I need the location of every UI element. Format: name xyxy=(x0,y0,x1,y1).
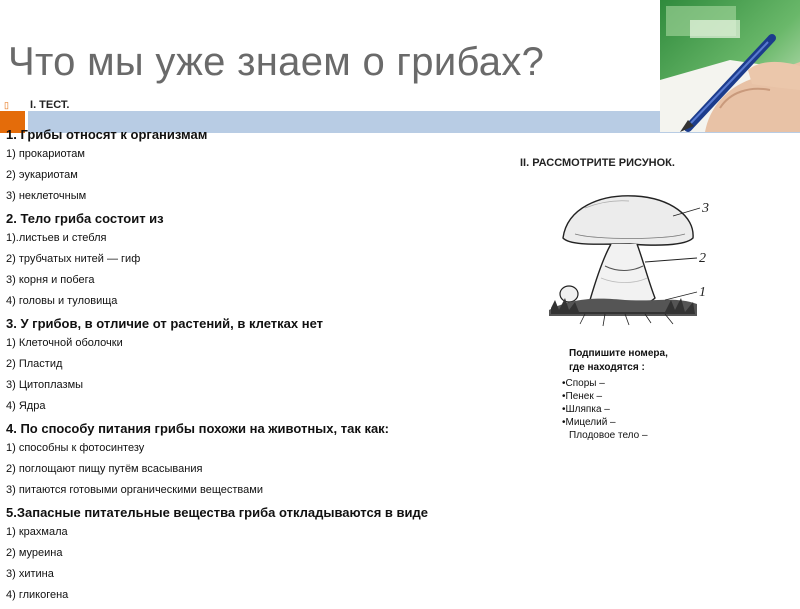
answer-list xyxy=(562,377,668,442)
part2-title: II. РАССМОТРИТЕ РИСУНОК. xyxy=(520,157,675,169)
list-item: Плодовое тело – xyxy=(569,430,648,441)
list-item: • Споры – xyxy=(562,377,668,390)
slide-title: Что мы уже знаем о грибах? xyxy=(8,40,545,84)
question-4-option: 1) способны к фотосинтезу xyxy=(6,442,145,454)
question-3: 3. У грибов, в отличие от растений, в клетках нет xyxy=(6,316,324,331)
question-3-option: 2) Пластид xyxy=(6,358,63,370)
question-4-option: 3) питаются готовыми органическими веществами xyxy=(6,484,263,496)
instruction-line-2: где находятся : xyxy=(569,362,645,373)
figure-label-2: 2 xyxy=(699,251,706,266)
question-1-option: 2) эукариотам xyxy=(6,169,78,181)
question-4: 4. По способу питания грибы похожи на животных, так как: xyxy=(6,421,390,436)
instruction-line-1: Подпишите номера, xyxy=(569,348,668,359)
question-2-option: 1).листьев и стебля xyxy=(6,232,107,244)
question-5-option: 3) хитина xyxy=(6,568,54,580)
list-item: • Шляпка – xyxy=(562,403,668,416)
question-1-option: 1) прокариотам xyxy=(6,148,85,160)
question-1: 1. Грибы относят к организмам xyxy=(6,127,208,142)
writing-hand-image xyxy=(660,0,800,132)
figure-label-3: 3 xyxy=(702,201,709,216)
mushroom-figure xyxy=(545,188,715,328)
question-5-option: 4) гликогена xyxy=(6,589,69,601)
question-3-option: 4) Ядра xyxy=(6,400,46,412)
bullet-icon: ▯ xyxy=(4,100,9,110)
question-1-option: 3) неклеточным xyxy=(6,190,87,202)
test-questions xyxy=(6,126,526,609)
question-2-option: 2) трубчатых нитей — гиф xyxy=(6,253,141,265)
figure-label-1: 1 xyxy=(699,285,706,300)
question-3-option: 1) Клеточной оболочки xyxy=(6,337,123,349)
question-2-option: 3) корня и побега xyxy=(6,274,95,286)
figure-instructions xyxy=(562,347,668,442)
question-3-option: 3) Цитоплазмы xyxy=(6,379,84,391)
question-2: 2. Тело гриба состоит из xyxy=(6,211,164,226)
list-item: • Мицелий – xyxy=(562,416,668,429)
question-4-option: 2) поглощают пищу путём всасывания xyxy=(6,463,203,475)
list-item: • Пенек – xyxy=(562,390,668,403)
test-heading: I. ТЕСТ. xyxy=(30,99,70,111)
question-5-option: 2) муреина xyxy=(6,547,63,559)
test-heading-row xyxy=(4,99,69,111)
question-2-option: 4) головы и туловища xyxy=(6,295,118,307)
question-5-option: 1) крахмала xyxy=(6,526,68,538)
question-5: 5.Запасные питательные вещества гриба откладываются в виде xyxy=(6,505,428,520)
